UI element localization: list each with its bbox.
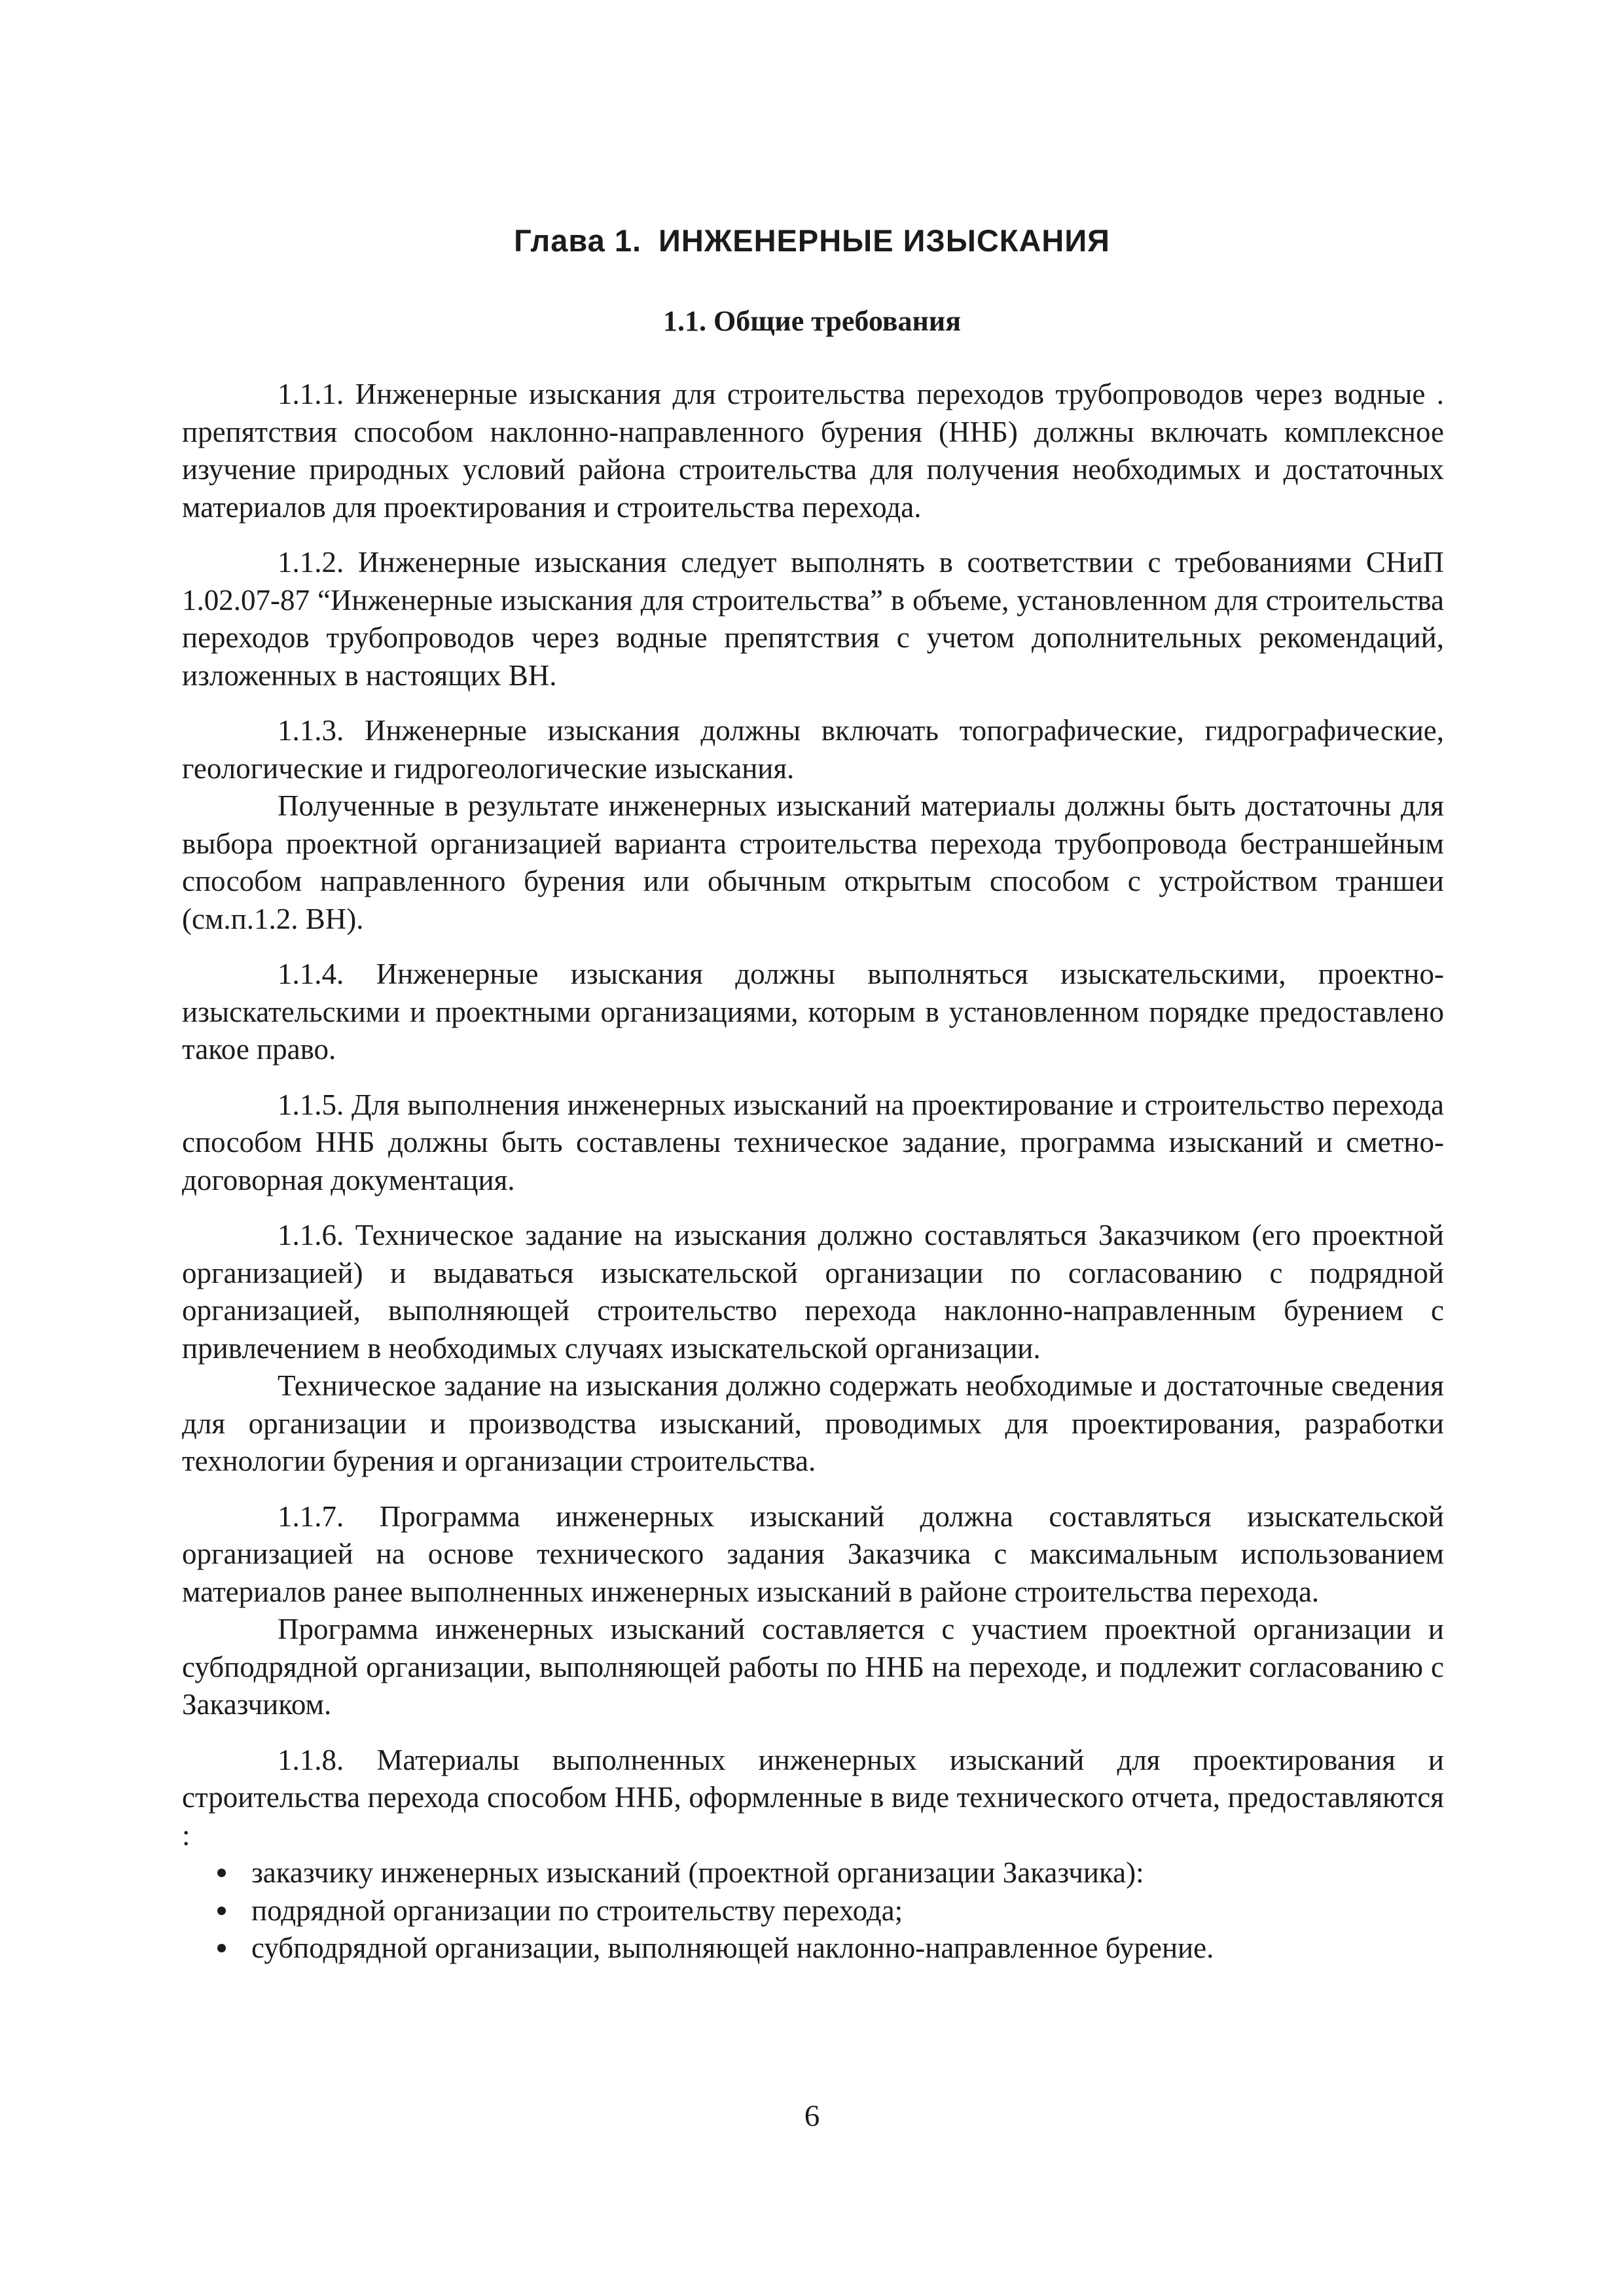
paragraph-1-1-6: 1.1.6. Техническое задание на изыскания должно составляться Заказчиком (его проектной организацией) и выдаваться изыскательской организации по согласованию с подрядной организацией, выполняющей строительство перехода наклонно-направленным бурением с привлечением в необходимых случаях изыскательской организации. <box>182 1219 1444 1365</box>
paragraph-1-1-3: 1.1.3. Инженерные изыскания должны включать топографические, гидрографические, геологические и гидрогеологические изыскания. <box>182 714 1444 785</box>
paragraph-1-1-7: 1.1.7. Программа инженерных изысканий должна составляться изыскательской организацией на основе технического задания Заказчика с максимальным использованием материалов ранее выполненных инженерных изысканий в районе строительства перехода. <box>182 1499 1444 1608</box>
paragraph-1-1-1: 1.1.1. Инженерные изыскания для строительства переходов трубопроводов через водные . препятствия способом наклонно-направленного бурения (ННБ) должны включать комплексное изучение природных условий района строительства для получения необходимых и достаточных материалов для проектирования и строительства перехода. <box>182 378 1444 524</box>
paragraph-1-1-2: 1.1.2. Инженерные изыскания следует выполнять в соответствии с требованиями СНиП 1.02.07-87 “Инженерные изыскания для строительства” в объеме, установленном для строительства переходов трубопроводов через водные препятствия с учетом дополнительных рекомендаций, изложенных в настоящих ВН. <box>182 546 1444 692</box>
list-item-text: заказчику инженерных изысканий (проектной организации Заказчика): <box>251 1856 1144 1889</box>
body-text <box>182 376 1444 1967</box>
paragraph-1-1-6-continued: Техническое задание на изыскания должно содержать необходимые и достаточные сведения для организации и производства изысканий, проводимых для проектирования, разработки технологии бурения и организации строительства. <box>182 1369 1444 1477</box>
list-item <box>182 1929 1444 1967</box>
chapter-heading <box>0 223 1624 259</box>
paragraph-1-1-8: 1.1.8. Материалы выполненных инженерных изысканий для проектирования и строительства перехода способом ННБ, оформленные в виде технического отчета, предоставляются : <box>182 1743 1444 1852</box>
list-item-text: субподрядной организации, выполняющей наклонно-направленное бурение. <box>251 1931 1214 1964</box>
paragraph-1-1-7-continued: Программа инженерных изысканий составляется с участием проектной организации и субподрядной организации, выполняющей работы по ННБ на переходе, и подлежит согласованию с Заказчиком. <box>182 1613 1444 1721</box>
list-item <box>182 1854 1444 1892</box>
chapter-number: Глава 1. <box>514 223 642 258</box>
list-item-text: подрядной организации по строительству перехода; <box>251 1893 903 1927</box>
chapter-title: ИНЖЕНЕРНЫЕ ИЗЫСКАНИЯ <box>659 223 1110 258</box>
paragraph-1-1-5: 1.1.5. Для выполнения инженерных изысканий на проектирование и строительство перехода способом ННБ должны быть составлены техническое задание, программа изысканий и сметно-договорная документация. <box>182 1088 1444 1196</box>
section-heading: 1.1. Общие требования <box>663 305 961 337</box>
recipients-list <box>182 1854 1444 1967</box>
page-number: 6 <box>804 2099 820 2133</box>
bullet-icon <box>217 1944 226 1952</box>
bullet-icon <box>217 1907 226 1915</box>
list-item <box>182 1892 1444 1930</box>
bullet-icon <box>217 1869 226 1877</box>
paragraph-1-1-3-continued: Полученные в результате инженерных изысканий материалы должны быть достаточны для выбора проектной организацией варианта строительства перехода трубопровода бестраншейным способом направленного бурения или обычным открытым способом с устройством траншеи (см.п.1.2. ВН). <box>182 789 1444 935</box>
paragraph-1-1-4: 1.1.4. Инженерные изыскания должны выполняться изыскательскими, проектно-изыскательскими и проектными организациями, которым в установленном порядке предоставлено такое право. <box>182 958 1444 1066</box>
